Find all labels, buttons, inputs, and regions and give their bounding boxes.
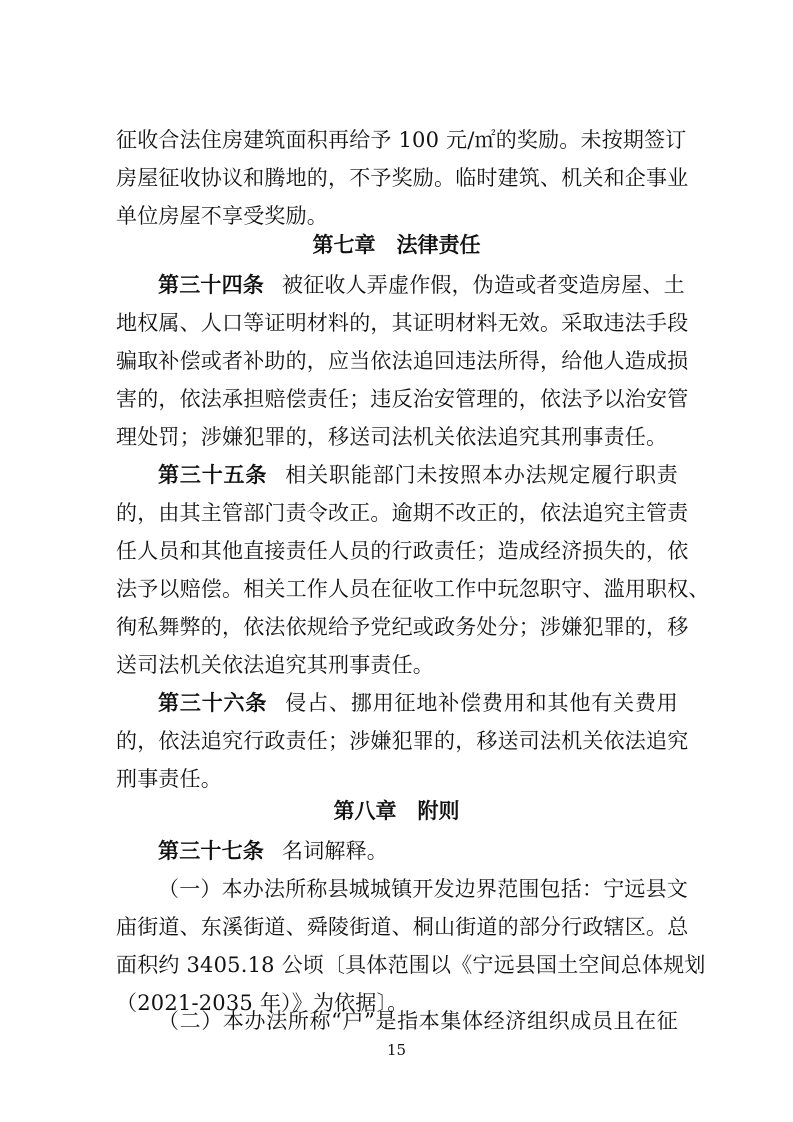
item-2-line: （二）本办法所称“户”是指本集体经济组织成员且在征 (158, 1009, 678, 1033)
article-34-line (158, 266, 685, 304)
article-35-line: 法予以赔偿。相关工作人员在征收工作中玩忽职守、滥用职权、 (116, 577, 710, 601)
article-34-label: 第三十四条 (158, 273, 264, 297)
article-34-line: 害的，依法承担赔偿责任；违反治安管理的，依法予以治安管 (116, 387, 689, 411)
article-36-text: 侵占、挪用征地补偿费用和其他有关费用 (285, 691, 678, 715)
article-36-line (158, 684, 678, 722)
item-1-line: 面积约 3405.18 公顷〔具体范围以《宁远县国土空间总体规划 (116, 953, 706, 977)
article-37-text: 名词解释。 (282, 839, 388, 863)
paragraph-line: 征收合法住房建筑面积再给予 100 元/㎡的奖励。未按期签订 (116, 128, 687, 152)
chapter-8-heading: 第八章 附则 (333, 799, 460, 823)
article-35-line: 的，由其主管部门责令改正。逾期不改正的，依法追究主管责 (116, 501, 689, 525)
article-34-line: 骗取补偿或者补助的，应当依法追回违法所得，给他人造成损 (116, 349, 689, 373)
article-35-text: 相关职能部门未按照本办法规定履行职责 (285, 463, 678, 487)
article-34-line: 地权属、人口等证明材料的，其证明材料无效。采取违法手段 (116, 311, 689, 335)
paragraph-line: 房屋征收协议和腾地的，不予奖励。临时建筑、机关和企事业 (116, 166, 689, 190)
item-1-line: 庙街道、东溪街道、舜陵街道、桐山街道的部分行政辖区。总 (116, 915, 689, 939)
paragraph-line: 单位房屋不享受奖励。 (116, 204, 328, 228)
article-35-line: 送司法机关依法追究其刑事责任。 (116, 653, 434, 677)
article-36-line: 刑事责任。 (116, 767, 222, 791)
article-35-label: 第三十五条 (158, 463, 268, 487)
item-1-line: （一）本办法所称县城城镇开发边界范围包括：宁远县文 (158, 877, 688, 901)
article-36-label: 第三十六条 (158, 691, 268, 715)
item-1-line: （2021-2035 年）》为依据〕。 (116, 991, 409, 1015)
article-34-line: 理处罚；涉嫌犯罪的，移送司法机关依法追究其刑事责任。 (116, 425, 668, 449)
article-36-line: 的，依法追究行政责任；涉嫌犯罪的，移送司法机关依法追究 (116, 729, 689, 753)
article-35-line: 任人员和其他直接责任人员的行政责任；造成经济损失的，依 (116, 539, 689, 563)
article-35-line (158, 456, 678, 494)
page-number: 15 (386, 1041, 407, 1059)
article-37-line (158, 832, 678, 870)
chapter-7-heading: 第七章 法律责任 (312, 233, 481, 257)
article-34-text: 被征收人弄虚作假，伪造或者变造房屋、土 (282, 273, 685, 297)
article-37-label: 第三十七条 (158, 839, 264, 863)
article-35-line: 徇私舞弊的，依法依规给予党纪或政务处分；涉嫌犯罪的，移 (116, 615, 689, 639)
